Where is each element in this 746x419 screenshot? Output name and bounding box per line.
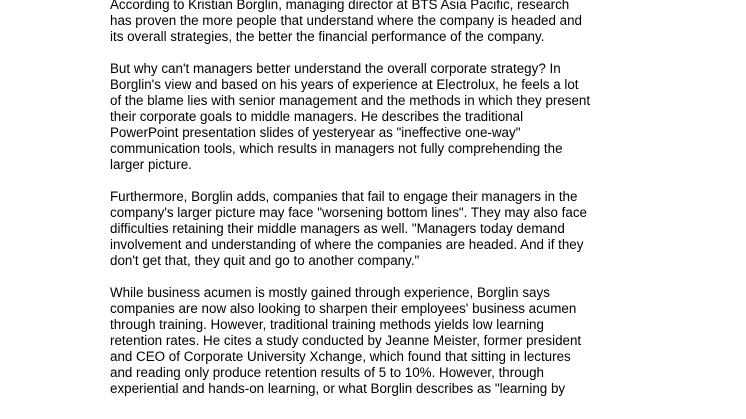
text-line: and CEO of Corporate University Xchange, which found that sitting in lectures xyxy=(110,349,571,364)
text-line: don't get that, they quit and go to another company." xyxy=(110,253,420,268)
paragraph-4 xyxy=(110,285,730,397)
article-body xyxy=(110,0,730,413)
text-line: through training. However, traditional training methods yields low learning xyxy=(110,317,544,332)
text-line: Furthermore, Borglin adds, companies that fail to engage their managers in the xyxy=(110,189,578,204)
text-line: larger picture. xyxy=(110,157,192,172)
text-line: company's larger picture may face "worsening bottom lines". They may also face xyxy=(110,205,587,220)
paragraph-3 xyxy=(110,189,730,269)
text-line: difficulties retaining their middle managers as well. "Managers today demand xyxy=(110,221,565,236)
text-line: According to Kristian Borglin, managing director at BTS Asia Pacific, research xyxy=(110,0,570,12)
text-line: its overall strategies, the better the financial performance of the company. xyxy=(110,29,545,44)
paragraph-1 xyxy=(110,0,730,45)
paragraph-2 xyxy=(110,61,730,173)
text-line: their corporate goals to middle managers. He describes the traditional xyxy=(110,109,524,124)
text-line: experiential and hands-on learning, or what Borglin describes as "learning by xyxy=(110,381,566,396)
text-line: and reading only produce retention results of 5 to 10%. However, through xyxy=(110,365,544,380)
text-line: retention rates. He cites a study conducted by Jeanne Meister, former president xyxy=(110,333,582,348)
text-line: Borglin's view and based on his years of experience at Electrolux, he feels a lot xyxy=(110,77,579,92)
text-line: While business acumen is mostly gained through experience, Borglin says xyxy=(110,285,550,300)
text-line: of the blame lies with senior management and the methods in which they present xyxy=(110,93,591,108)
text-line: companies are now also looking to sharpen their employees' business acumen xyxy=(110,301,577,316)
text-line: But why can't managers better understand the overall corporate strategy? In xyxy=(110,61,561,76)
text-line: PowerPoint presentation slides of yesteryear as "ineffective one-way" xyxy=(110,125,521,140)
text-line: has proven the more people that understand where the company is headed and xyxy=(110,13,582,28)
text-line: communication tools, which results in managers not fully comprehending the xyxy=(110,141,563,156)
text-line: involvement and understanding of where the companies are headed. And if they xyxy=(110,237,584,252)
